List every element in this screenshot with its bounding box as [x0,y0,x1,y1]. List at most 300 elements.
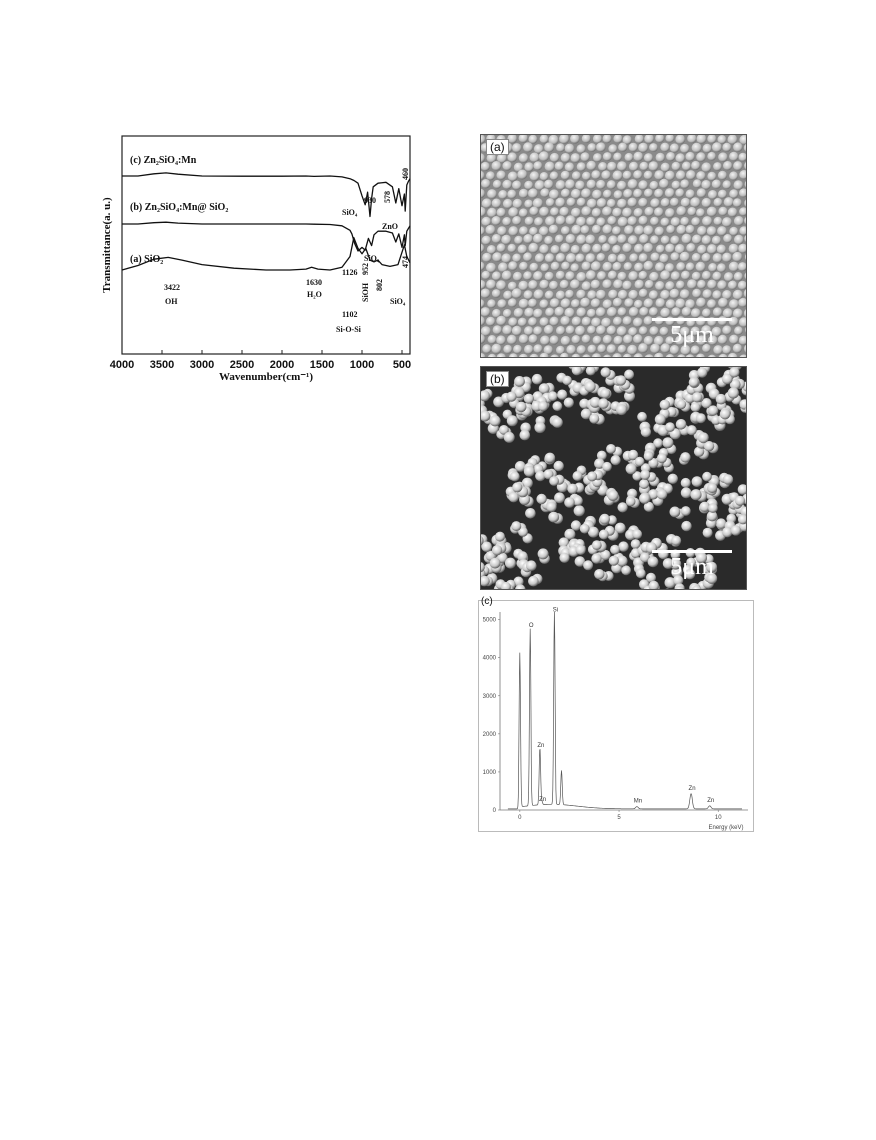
sem-a-particle [654,170,664,180]
sem-a-particle [607,307,617,317]
sem-a-particle [544,180,553,189]
sem-b-particle [516,402,527,413]
sem-a-particle [533,161,542,170]
sem-a-particle [508,226,518,236]
sem-a-particle [729,262,739,272]
sem-b-particle [616,375,626,385]
sem-a-particle [571,153,581,163]
sem-b-particle [716,394,727,405]
sem-b-particle [735,496,745,506]
sem-a-particle [540,336,550,346]
sem-a-particle [702,235,712,245]
sem-b-particle [553,401,563,411]
sem-a-particle [561,226,570,235]
sem-b-particle [681,478,691,488]
sem-a-particle [681,198,691,208]
sem-a-particle [523,252,532,261]
sem-b-particle [586,367,596,376]
sem-a-particle [713,253,723,263]
sem-a-particle [496,316,506,326]
sem-a-particle [492,252,502,262]
sem-b-particle [504,432,515,443]
sem-a-particle [582,262,591,271]
sem-a-particle [582,244,592,254]
sem-b-particle [606,444,616,454]
sem-a-particle [602,243,611,252]
sem-a-particle [539,151,549,161]
sem-a-particle [680,179,689,188]
sem-a-particle [633,318,643,328]
sem-a-particle [745,252,746,262]
sem-a-particle [519,135,528,143]
sem-a-particle [565,271,574,280]
sem-a-particle [645,207,654,216]
sem-a-particle [707,280,717,290]
sem-a-particle [607,344,617,354]
sem-a-particle [645,280,654,289]
sem-a-particle [696,208,705,217]
sem-a-particle [587,290,596,299]
sem-a-particle [549,225,559,235]
sem-a-particle [618,345,627,354]
sem-b-particle [610,545,620,555]
sem-b-particle [524,466,535,477]
sem-b-particle [538,548,549,559]
sem-a-particle [676,262,685,271]
sem-a-particle [571,245,580,254]
sem-a-particle [656,153,665,162]
sem-a-particle [519,262,528,271]
sem-a-particle [608,271,617,280]
sem-a-particle [534,217,543,226]
sem-a-particle [638,180,648,190]
sem-b-particle [637,412,647,422]
sem-a-particle [512,288,522,298]
sem-a-particle [670,236,679,245]
sem-a-particle [481,307,490,317]
sem-a-particle [481,171,485,180]
sem-a-particle [481,153,485,163]
sem-a-particle [607,216,616,225]
sem-a-particle [744,216,746,225]
sem-a-particle [529,135,538,144]
sem-image-a [480,134,747,358]
sem-b-particle [728,387,739,398]
sem-a-particle [733,142,743,152]
sem-a-particle [649,307,658,316]
sem-a-scale-bar [652,318,732,347]
sem-a-particle [686,243,695,252]
sem-a-particle [580,152,589,161]
sem-a-particle [634,244,644,254]
sem-a-particle [680,144,689,153]
sem-a-particle [550,207,559,216]
sem-a-particle [644,261,654,271]
sem-a-particle [508,298,517,307]
sem-a-particle [729,299,739,309]
sem-a-particle [687,135,696,143]
sem-a-particle [596,180,605,189]
sem-a-scale-line [652,318,732,321]
sem-a-particle [481,244,485,253]
sem-a-particle [603,335,612,344]
sem-a-particle [518,281,528,291]
sem-a-particle [571,263,580,272]
sem-a-particle [649,143,658,152]
sem-a-particle [745,179,746,189]
sem-a-particle [612,353,622,357]
sem-a-particle [644,354,654,357]
sem-b-particle [508,492,518,502]
sem-a-particle [513,345,522,354]
sem-a-particle [712,290,721,299]
sem-a-particle [623,316,632,325]
sem-a-particle [734,326,743,335]
sem-b-particle [677,400,687,410]
sem-a-particle [514,236,523,245]
sem-a-particle [650,217,659,226]
sem-a-particle [696,171,705,180]
sem-a-particle [666,299,676,309]
sem-a-particle [707,355,716,357]
sem-a-particle [733,161,743,171]
sem-a-particle [528,188,538,198]
sem-a-particle [613,317,622,326]
sem-a-particle [643,243,653,253]
sem-a-particle [629,162,639,172]
sem-a-particle [707,226,717,236]
sem-a-particle [492,161,502,171]
ann-1126: 1126 [342,268,358,277]
sem-a-particle [617,254,626,263]
sem-b-particle [526,560,537,571]
sem-a-particle [581,206,591,216]
sem-a-particle [708,263,717,272]
sem-b-particle [512,482,522,492]
sem-a-particle [696,298,706,308]
eds-peak-label: Si [552,607,559,614]
sem-b-particle [490,415,501,426]
sem-a-particle [618,143,627,152]
sem-a-particle [497,226,507,236]
sem-b-particle [681,487,692,498]
sem-b-particle [738,484,746,495]
sem-a-particle [661,236,670,245]
sem-a-particle [686,189,695,198]
sem-b-particle [618,502,628,512]
sem-a-scale-text: 5μm [670,322,714,348]
sem-b-particle [676,419,687,430]
sem-a-particle [665,244,675,254]
sem-b-particle [506,392,516,402]
sem-a-particle [734,272,743,281]
sem-a-particle [666,354,675,357]
sem-a-particle [633,334,643,344]
sem-a-particle [525,217,534,226]
sem-image-b [480,366,747,590]
sem-a-particle [707,135,716,144]
eds-peak-label: Zn [688,785,696,792]
sem-a-particle [544,236,553,245]
sem-b-particle [723,474,733,484]
sem-a-particle [482,217,492,227]
sem-a-particle [633,189,642,198]
sem-a-particle [587,161,597,171]
sem-a-particle [676,170,686,180]
sem-b-particle [680,452,690,462]
eds-x-tick-label: 10 [714,815,722,821]
sem-a-particle [508,244,517,253]
sem-b-particle [505,558,516,569]
ann-1102: 1102 [342,310,358,319]
sem-a-particle [628,216,638,226]
sem-a-particle [676,206,686,216]
sem-a-particle [707,152,716,161]
sem-b-particle [668,474,678,484]
sem-b-scale-bar [652,550,732,579]
sem-a-particle [566,326,575,335]
sem-a-particle [539,280,549,290]
sem-b-particle [580,524,590,534]
sem-a-particle [617,326,627,336]
sem-a-particle [739,188,746,197]
sem-a-particle [713,162,722,171]
sem-b-particle [538,401,548,411]
sem-a-particle [507,190,516,199]
sem-a-particle [650,181,659,190]
ann-sio4-b: SiO₄ [364,254,380,263]
sem-a-particle [655,227,665,237]
sem-a-particle [608,235,618,245]
sem-b-particle [510,472,520,482]
sem-a-particle [551,245,560,254]
sem-a-particle [481,353,486,357]
sem-a-particle [586,270,596,280]
sem-a-particle [639,307,648,316]
eds-figure [478,594,754,832]
sem-a-particle [739,153,747,162]
sem-a-particle [644,153,653,162]
sem-b-particle [592,540,602,550]
sem-a-particle [665,188,675,198]
sem-a-particle [513,199,523,209]
sem-a-particle [617,199,627,209]
sem-b-particle [602,462,612,472]
sem-a-particle [524,181,533,190]
sem-a-particle [571,299,580,308]
sem-a-particle [639,289,648,298]
eds-x-tick-label: 0 [518,815,522,821]
sem-a-particle [570,279,580,289]
sem-a-particle [530,153,540,163]
sem-a-particle [586,217,595,226]
sem-a-particle [639,234,649,244]
sem-a-particle [640,162,649,171]
sem-a-particle [561,336,571,346]
sem-a-particle [533,344,542,353]
sem-a-particle [686,262,695,271]
sem-a-particle [687,207,696,216]
sem-a-particle [492,234,501,243]
sem-b-particle [689,377,699,387]
ann-460: 460 [401,168,410,180]
sem-b-particle [589,414,599,424]
sem-a-particle [550,171,559,180]
sem-a-particle [676,153,686,163]
sem-a-particle [580,298,590,308]
sem-a-particle [613,135,622,143]
sem-a-particle [650,198,660,208]
eds-chart [478,594,754,832]
ann-930: 930 [364,196,376,205]
sem-a-particle [607,162,617,172]
sem-a-particle [614,190,623,199]
sem-a-particle [634,225,644,235]
sem-a-particle [655,135,664,143]
sem-a-particle [488,354,497,357]
sem-a-particle [545,162,555,172]
sem-b-particle [731,525,741,535]
sem-a-particle [623,171,632,180]
sem-a-particle [560,243,570,253]
sem-b-particle [525,508,536,519]
sem-a-particle [607,180,616,189]
sem-a-particle [592,190,602,200]
sem-a-particle [560,207,570,217]
eds-peak-label: Zn [537,742,545,749]
sem-a-particle [628,271,638,281]
sem-a-particle [518,318,527,327]
ftir-series-label-b: (b) Zn₂SiO₄:Mn@ SiO₂ [130,202,229,213]
sem-a-particle [680,252,690,262]
sem-b-particle [599,530,609,540]
sem-a-particle [591,280,601,290]
sem-b-particle [520,430,531,441]
sem-a-particle [693,179,702,188]
sem-a-particle [523,142,533,152]
sem-a-particle [712,272,721,281]
sem-a-particle [722,143,731,152]
sem-a-particle [728,353,738,357]
sem-a-particle [739,355,746,358]
sem-a-particle [519,334,529,344]
sem-a-particle [629,253,638,262]
sem-a-particle [692,143,702,153]
sem-a-particle [671,252,680,261]
sem-a-particle [733,344,742,353]
eds-x-tick-label: 5 [617,815,621,821]
sem-a-particle [512,143,522,153]
sem-a-particle [581,225,590,234]
ftir-x-tick-label: 3000 [189,359,215,371]
ftir-chart [96,128,426,390]
eds-y-tick-label: 2000 [482,731,496,738]
ann-oh: OH [165,297,178,306]
sem-b-scale-line [652,550,732,553]
sem-a-particle [523,234,533,244]
sem-b-particle [601,367,611,377]
sem-a-particle [622,281,632,291]
sem-b-particle [507,415,518,426]
ann-3422: 3422 [164,283,180,292]
sem-a-particle [539,244,549,254]
sem-a-particle [591,261,601,271]
sem-a-particle [697,280,706,289]
sem-a-particle [661,218,670,227]
sem-a-particle [498,190,507,199]
sem-b-particle [657,453,667,463]
sem-a-particle [503,291,512,300]
sem-a-particle [597,344,606,353]
sem-a-particle [733,198,742,207]
sem-b-particle [611,455,621,465]
sem-a-particle [697,135,707,144]
sem-a-particle [530,171,540,181]
sem-a-particle [549,281,558,290]
sem-a-particle [703,289,713,299]
sem-a-particle [545,253,555,263]
sem-b-particle [587,471,597,481]
sem-a-particle [666,135,675,143]
sem-a-particle [497,243,506,252]
eds-x-axis-label: Energy (keV) [708,825,744,831]
eds-panel-label: (c) [481,596,493,607]
sem-a-particle [701,180,711,190]
sem-a-particle [514,308,524,318]
sem-b-particle [514,376,525,387]
sem-a-particle [628,179,638,189]
sem-a-particle [503,309,512,318]
sem-a-particle [717,226,727,236]
sem-a-particle [576,235,586,245]
sem-a-particle [738,262,746,271]
sem-a-particle [592,353,602,357]
sem-a-particle [502,271,512,281]
sem-b-particle [564,497,575,508]
eds-y-tick-label: 0 [492,808,496,814]
sem-b-particle [639,479,649,489]
ann-sioh: SiOH [361,282,370,302]
sem-a-particle [534,289,544,299]
sem-a-particle [556,291,565,300]
sem-b-particle [681,521,691,531]
sem-a-particle [561,298,571,308]
sem-a-particle [608,290,618,300]
sem-a-particle [571,189,581,199]
ftir-x-tick-label: 1500 [309,359,335,371]
sem-a-particle [670,198,679,207]
sem-a-particle [680,217,689,226]
sem-b-particle [644,451,654,461]
sem-a-particle [481,280,486,289]
sem-a-particle [655,281,665,291]
sem-a-particle [566,345,576,355]
sem-a-particle [617,234,627,244]
sem-b-particle [594,569,604,579]
sem-a-particle [649,161,659,171]
sem-a-particle [560,280,569,289]
sem-a-particle [561,171,570,180]
sem-a-particle [597,253,606,262]
sem-a-particle [555,162,564,171]
sem-a-particle [618,217,628,227]
sem-a-particle [618,307,627,316]
sem-a-particle [617,161,627,171]
sem-a-particle [728,281,737,290]
ftir-x-tick-label: 500 [392,359,412,371]
sem-a-particle [533,309,543,319]
sem-a-particle [545,308,554,317]
